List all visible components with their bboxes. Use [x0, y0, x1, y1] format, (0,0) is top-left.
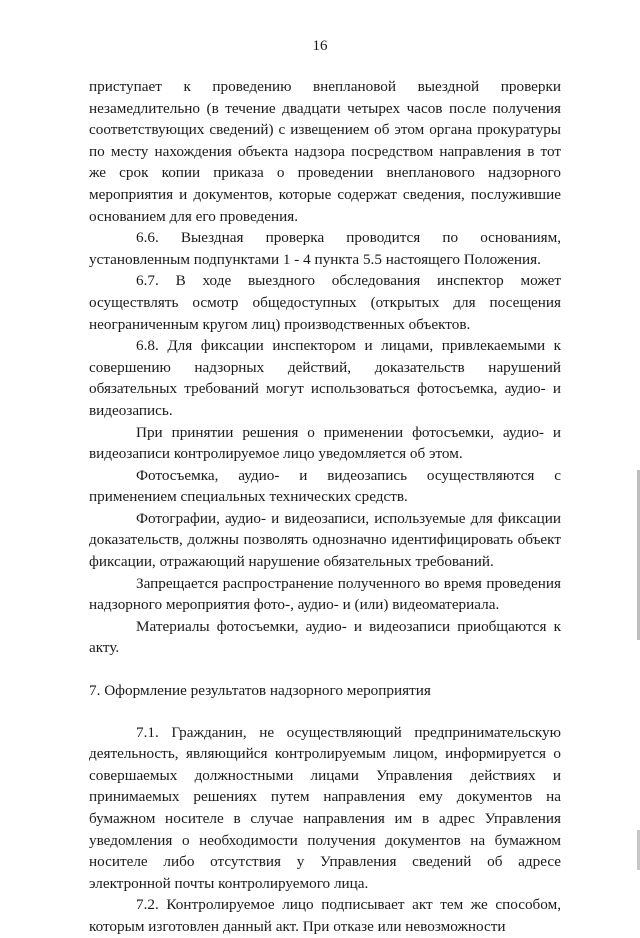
paragraph-technical-means: Фотосъемка, аудио- и видеозапись осуществляются с применением специальных технических средств. [89, 466, 561, 506]
paragraph-6-8: 6.8. Для фиксации инспектором и лицами, привлекаемыми к совершению надзорных действий, доказательств нарушений обязательных требований могут использоваться фотосъемка, аудио- и видеозапись. [89, 337, 561, 419]
page-number: 16 [312, 38, 328, 54]
paragraph-continuation: приступает к проведению внеплановой выездной проверки незамедлительно (в течение двадцати четырех часов после получения соответствующих сведений) с извещением об этом органа прокуратуры по месту нахождения объекта надзора посредством направления в тот же срок копии приказа о проведении внепланового надзорного мероприятия и документов, которые содержат сведения, послужившие основанием для его проведения. [89, 78, 561, 225]
paragraph-7-1: 7.1. Гражданин, не осуществляющий предпринимательскую деятельность, являющийся контролируемым лицом, информируется о совершаемых должностными лицами Управления действиях и принимаемых решениях путем направления ему документов на бумажном носителе в случае направления им в адрес Управления уведомления о необходимости получения документов на бумажном носителе либо отсутствия у Управления сведений об адресе электронной почты контролируемого лица. [89, 723, 561, 892]
paragraph-attach-to-act: Материалы фотосъемки, аудио- и видеозаписи приобщаются к акту. [89, 617, 561, 657]
paragraph-7-2: 7.2. Контролируемое лицо подписывает акт тем же способом, которым изготовлен данный акт. При отказе или невозможности [89, 896, 561, 935]
paragraph-notification: При принятии решения о применении фотосъемки, аудио- и видеозаписи контролируемое лицо уведомляется об этом. [89, 423, 561, 463]
section-heading-7: 7. Оформление результатов надзорного мероприятия [89, 682, 431, 700]
paragraph-6-7: 6.7. В ходе выездного обследования инспектор может осуществлять осмотр общедоступных (открытых для посещения неограниченным кругом лиц) производственных объектов. [89, 272, 561, 333]
paragraph-photos: Фотографии, аудио- и видеозаписи, используемые для фиксации доказательств, должны позволять однозначно идентифицировать объект фиксации, отражающий нарушение обязательных требований. [89, 509, 561, 571]
paragraph-distribution-ban: Запрещается распространение полученного во время проведения надзорного мероприятия фото-, аудио- и (или) видеоматериала. [89, 574, 561, 614]
paragraph-6-6: 6.6. Выездная проверка проводится по основаниям, установленным подпунктами 1 - 4 пункта 5.5 настоящего Положения. [89, 229, 561, 268]
document-body [89, 76, 561, 938]
